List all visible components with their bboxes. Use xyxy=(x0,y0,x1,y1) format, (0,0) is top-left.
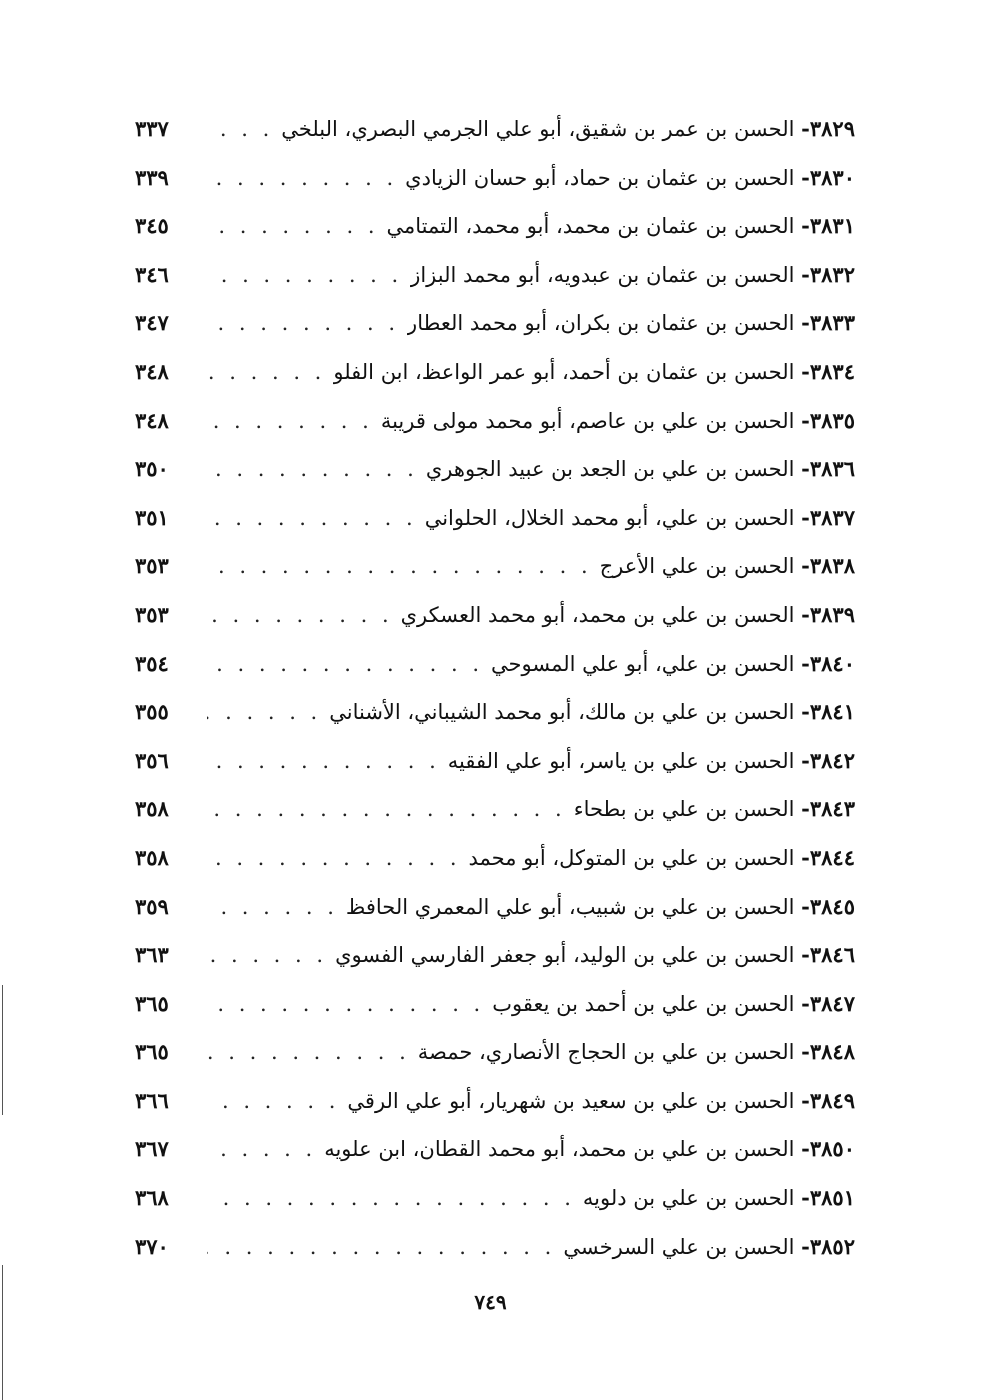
toc-entry xyxy=(135,1125,855,1174)
toc-entry-page: ٣٥٣ xyxy=(135,601,169,627)
toc-entry-number: ٣٨٤٦- xyxy=(801,942,855,968)
toc-entry-text xyxy=(491,640,855,689)
toc-entry-number: ٣٨٣٦- xyxy=(801,456,855,482)
toc-entry xyxy=(135,1077,855,1126)
toc-entry-title: الحسن بن علي، أبو محمد الخلال، الحلواني xyxy=(424,505,795,530)
toc-entry-title: الحسن بن علي بن أحمد بن يعقوب xyxy=(492,991,795,1016)
toc-entry xyxy=(135,980,855,1029)
toc-entry-title: الحسن بن علي بن عاصم، أبو محمد مولى قريبة xyxy=(380,408,795,433)
toc-entry-number: ٣٨٣٢- xyxy=(801,261,855,287)
toc-entry-title: الحسن بن علي بن مالك، أبو محمد الشيباني، الأشناني xyxy=(329,700,795,725)
toc-entry-title: الحسن بن علي بن بطحاء xyxy=(573,797,795,822)
table-of-contents xyxy=(135,105,855,1271)
toc-entry xyxy=(135,737,855,786)
toc-entry-number: ٣٨٤٩- xyxy=(801,1087,855,1113)
toc-entry-number: ٣٨٣٤- xyxy=(801,358,855,384)
toc-entry xyxy=(135,931,855,980)
dot-leader xyxy=(207,1174,575,1223)
toc-entry-number: ٣٨٤٣- xyxy=(801,796,855,822)
toc-entry-title: الحسن بن علي بن الوليد، أبو جعفر الفارسي الفسوي xyxy=(335,943,795,968)
toc-entry-number: ٣٨٤٠- xyxy=(801,650,855,676)
toc-entry xyxy=(135,883,855,932)
toc-entry-number: ٣٨٣٥- xyxy=(801,407,855,433)
toc-entry xyxy=(135,445,855,494)
toc-entry-text xyxy=(492,980,855,1029)
toc-entry xyxy=(135,688,855,737)
toc-entry-number: ٣٨٥١- xyxy=(801,1185,855,1211)
toc-entry-number: ٣٨٢٩- xyxy=(801,116,855,141)
toc-entry-title: الحسن بن عمر بن شقيق، أبو علي الجرمي البصري، البلخي xyxy=(281,117,795,141)
dot-leader xyxy=(207,348,325,397)
toc-entry-number: ٣٨٤٨- xyxy=(801,1039,855,1065)
toc-entry-text xyxy=(583,1174,855,1223)
dot-leader xyxy=(207,299,399,348)
page-number: ٧٤٩ xyxy=(474,1290,507,1314)
toc-entry-text xyxy=(401,591,855,640)
toc-entry-text xyxy=(335,931,855,980)
dot-leader xyxy=(207,834,461,883)
toc-entry-title: الحسن بن عثمان بن حماد، أبو حسان الزيادي xyxy=(405,165,795,190)
dot-leader xyxy=(207,105,273,154)
toc-entry xyxy=(135,1174,855,1223)
toc-entry xyxy=(135,785,855,834)
toc-entry-page: ٣٤٦ xyxy=(135,261,169,287)
toc-entry-title: الحسن بن علي بن محمد، أبو محمد القطان، ابن علويه xyxy=(324,1137,795,1162)
toc-entry-number: ٣٨٣٧- xyxy=(801,504,855,530)
toc-entry xyxy=(135,154,855,203)
toc-entry-text xyxy=(425,494,855,543)
toc-entry xyxy=(135,542,855,591)
dot-leader xyxy=(207,688,321,737)
toc-entry-title: الحسن بن عثمان بن بكران، أبو محمد العطار xyxy=(407,311,795,336)
toc-entry-title: الحسن بن علي بن ياسر، أبو علي الفقيه xyxy=(447,748,795,773)
toc-entry-page: ٣٤٧ xyxy=(135,310,169,336)
toc-entry-title: الحسن بن علي بن سعيد بن شهريار، أبو علي الرقي xyxy=(347,1088,795,1113)
dot-leader xyxy=(207,154,397,203)
toc-entry-text xyxy=(324,1125,855,1174)
toc-entry-page: ٣٤٨ xyxy=(135,358,169,384)
dot-leader xyxy=(207,494,417,543)
toc-entry-title: الحسن بن علي بن الجعد بن عبيد الجوهري xyxy=(425,457,795,482)
toc-entry-number: ٣٨٤٥- xyxy=(801,893,855,919)
toc-entry xyxy=(135,834,855,883)
dot-leader xyxy=(207,1028,410,1077)
toc-entry-page: ٣٣٧ xyxy=(135,116,169,141)
toc-entry-page: ٣٥٥ xyxy=(135,699,169,725)
dot-leader xyxy=(207,397,373,446)
toc-entry-text xyxy=(418,1028,855,1077)
toc-entry xyxy=(135,251,855,300)
toc-entry-text xyxy=(410,251,855,300)
toc-entry-number: ٣٨٣١- xyxy=(801,213,855,239)
toc-entry xyxy=(135,1223,855,1272)
toc-entry-number: ٣٨٥٠- xyxy=(801,1136,855,1162)
toc-entry-title: الحسن بن عثمان بن عبدويه، أبو محمد البزاز xyxy=(410,262,795,287)
toc-entry-title: الحسن بن علي بن محمد، أبو محمد العسكري xyxy=(400,602,795,627)
toc-entry-page: ٣٦٦ xyxy=(135,1087,169,1113)
toc-entry xyxy=(135,348,855,397)
toc-entry-title: الحسن بن عثمان بن محمد، أبو محمد، التمتامي xyxy=(386,214,795,239)
toc-entry-title: الحسن بن علي بن الحجاج الأنصاري، حمصة xyxy=(417,1040,795,1065)
toc-entry-text xyxy=(381,397,855,446)
toc-entry-text xyxy=(387,202,855,251)
toc-entry-title: الحسن بن علي بن دلويه xyxy=(582,1186,795,1211)
toc-entry-title: الحسن بن علي بن شبيب، أبو علي المعمري الحافظ xyxy=(345,894,795,919)
dot-leader xyxy=(207,1077,339,1126)
toc-entry-number: ٣٨٣٣- xyxy=(801,310,855,336)
toc-entry xyxy=(135,1028,855,1077)
toc-entry-text xyxy=(600,542,855,591)
toc-entry-text xyxy=(346,883,855,932)
dot-leader xyxy=(207,980,484,1029)
toc-entry-page: ٣٥٣ xyxy=(135,553,169,579)
toc-entry-number: ٣٨٣٩- xyxy=(801,601,855,627)
toc-entry-page: ٣٦٨ xyxy=(135,1185,169,1211)
toc-entry-title: الحسن بن علي الأعرج xyxy=(599,554,795,579)
toc-entry xyxy=(135,591,855,640)
toc-entry-text xyxy=(407,299,855,348)
toc-entry xyxy=(135,105,855,154)
toc-entry-page: ٣٣٩ xyxy=(135,164,169,190)
toc-entry-text xyxy=(329,688,855,737)
toc-entry-page: ٣٥٨ xyxy=(135,844,169,870)
toc-entry-number: ٣٨٤١- xyxy=(801,699,855,725)
toc-entry xyxy=(135,494,855,543)
toc-entry-page: ٣٥٨ xyxy=(135,796,169,822)
toc-entry xyxy=(135,202,855,251)
toc-entry-text xyxy=(448,737,855,786)
toc-entry xyxy=(135,397,855,446)
toc-entry-number: ٣٨٥٢- xyxy=(801,1233,855,1259)
toc-entry-page: ٣٦٣ xyxy=(135,942,169,968)
toc-entry-page: ٣٦٥ xyxy=(135,990,169,1016)
dot-leader xyxy=(207,931,327,980)
toc-entry-page: ٣٦٧ xyxy=(135,1136,169,1162)
dot-leader xyxy=(207,640,483,689)
dot-leader xyxy=(207,737,440,786)
toc-entry-page: ٣٤٥ xyxy=(135,213,169,239)
toc-entry-title: الحسن بن علي، أبو علي المسوحي xyxy=(491,651,795,676)
dot-leader xyxy=(207,445,418,494)
toc-entry-number: ٣٨٤٤- xyxy=(801,844,855,870)
toc-entry-text xyxy=(469,834,855,883)
dot-leader xyxy=(207,785,566,834)
toc-entry xyxy=(135,299,855,348)
toc-entry xyxy=(135,640,855,689)
toc-entry-page: ٣٥٩ xyxy=(135,893,169,919)
toc-entry-number: ٣٨٤٧- xyxy=(801,990,855,1016)
dot-leader xyxy=(207,542,592,591)
toc-entry-title: الحسن بن علي بن المتوكل، أبو محمد xyxy=(468,845,795,870)
toc-entry-text xyxy=(563,1223,855,1272)
toc-entry-number: ٣٨٤٢- xyxy=(801,747,855,773)
toc-entry-page: ٣٥٦ xyxy=(135,747,169,773)
dot-leader xyxy=(207,591,393,640)
dot-leader xyxy=(207,1223,555,1272)
dot-leader xyxy=(207,883,338,932)
toc-entry-text xyxy=(405,154,855,203)
dot-leader xyxy=(207,202,379,251)
toc-entry-title: الحسن بن عثمان بن أحمد، أبو عمر الواعظ، ابن الفلو xyxy=(333,359,795,384)
toc-entry-text xyxy=(574,785,855,834)
scan-edge-mark xyxy=(2,985,3,1115)
toc-entry-text xyxy=(347,1077,855,1126)
toc-entry-text xyxy=(333,348,855,397)
toc-entry-page: ٣٥٤ xyxy=(135,650,169,676)
scan-edge-mark xyxy=(2,1265,3,1400)
toc-entry-text xyxy=(426,445,855,494)
toc-entry-page: ٣٤٨ xyxy=(135,407,169,433)
toc-entry-page: ٣٦٥ xyxy=(135,1039,169,1065)
toc-entry-number: ٣٨٣٨- xyxy=(801,553,855,579)
toc-entry-text xyxy=(281,105,855,154)
toc-entry-page: ٣٥١ xyxy=(135,504,169,530)
toc-entry-number: ٣٨٣٠- xyxy=(801,164,855,190)
dot-leader xyxy=(207,251,402,300)
toc-entry-page: ٣٧٠ xyxy=(135,1233,169,1259)
toc-entry-page: ٣٥٠ xyxy=(135,456,169,482)
toc-entry-title: الحسن بن علي السرخسي xyxy=(563,1234,795,1259)
dot-leader xyxy=(207,1125,316,1174)
